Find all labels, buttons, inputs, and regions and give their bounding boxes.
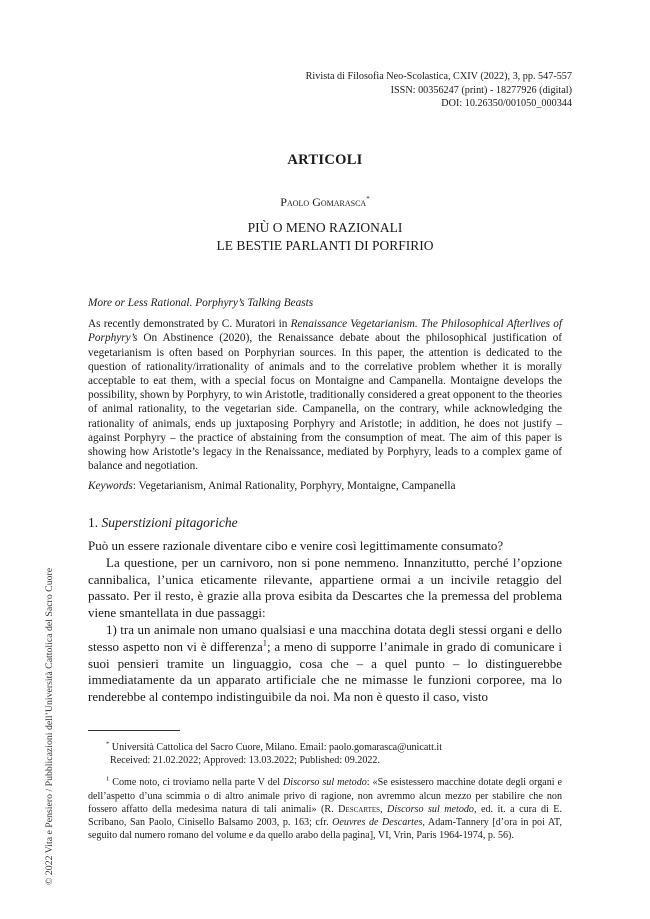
footnote-1-author: Descartes — [338, 803, 381, 815]
footnote-1-work-title-2: Discorso sul metodo — [387, 803, 474, 815]
side-copyright: © 2022 Vita e Pensiero / Pubblicazioni dell’Università Cattolica del Sacro Cuore — [44, 567, 55, 885]
footnote-1-text-a: Come noto, ci troviamo nella parte V del — [109, 777, 283, 789]
article-title-line-1: PIÙ O MENO RAZIONALI — [247, 220, 403, 235]
author-footnote-mark: * — [366, 195, 370, 203]
body-text — [88, 538, 562, 706]
footnote-divider — [88, 730, 180, 731]
body-paragraph-2: La questione, per un carnivoro, non si pone nemmeno. Innanzitutto, perché l’opzione cannibalica, l’unica eticamente rilevante, appartiene ormai a un incivile retaggio del passato. Per il resto, è grazie alla prova esibita da Descartes che la premessa del problema viene smantellata in due passaggi: — [88, 554, 562, 621]
keywords — [88, 479, 562, 493]
footnote-1-work-title: Discorso sul metodo — [282, 777, 367, 789]
submission-dates: Received: 21.02.2022; Approved: 13.03.2022; Published: 09.2022. — [110, 755, 380, 767]
footnotes — [88, 741, 562, 842]
article-title — [0, 219, 650, 255]
author-line — [0, 195, 650, 210]
cited-book-title: Renaissance Vegetarianism. The Philosophical Afterlives of Porphyry’s — [88, 318, 563, 345]
body-paragraph-1: Può un essere razionale diventare cibo e venire così legittimamente consumato? — [88, 538, 504, 553]
journal-citation: Rivista di Filosofia Neo-Scolastica, CXIV (2022), 3, pp. 547-557 — [305, 71, 572, 82]
author-name: Paolo Gomarasca — [280, 195, 367, 209]
doi-line: DOI: 10.26350/001050_000344 — [441, 98, 572, 110]
abstract-text-start: As recently demonstrated by C. Muratori in — [88, 318, 291, 331]
section-number: 1. — [88, 515, 102, 530]
cited-book-subtitle: On Abstinence — [137, 332, 214, 345]
keywords-list: : Vegetarianism, Animal Rationality, Porphyry, Montaigne, Campanella — [132, 480, 456, 493]
footnote-ref-1[interactable]: 1 — [262, 637, 267, 648]
footnote-1-sep: , — [380, 803, 388, 815]
author-footnote-symbol: * — [106, 740, 110, 748]
body-paragraph-3-start: 1) tra un animale non umano qualsiasi e una macchina dotata degli stessi organi e dello stesso aspetto non vi è differenza — [88, 621, 562, 654]
footnote-1-edition: , ed. it. a cura di E. Scribano, San Paolo, Cinisello Balsamo 2003, p. 163; cfr. — [88, 803, 562, 829]
author-affiliation: Università Cattolica del Sacro Cuore, Milano. Email: paolo.gomarasca@unicatt.it — [109, 742, 443, 753]
footnote-1 — [88, 776, 562, 842]
footnote-1-work-title-3: Oeuvres de Descartes — [332, 817, 423, 829]
body-paragraph-3-rest: ; a meno di supporre l’animale in grado di comunicare i suoi pensieri tramite un linguaggio, cosa che – a quel punto – lo distinguerebbe immediatamente da un apparato artificiale che ne mimasse le funzioni corporee, ma lo renderebbe al contempo indistinguibile da noi. Ma non è questo il caso, visto — [88, 638, 562, 705]
footnote-1-mark: 1 — [106, 776, 110, 784]
footnote-1-reference: , Adam-Tannery [d’ora in poi AT, seguito dal numero romano del volume e da quello arabo della pagina], VI, Vrin, Paris 1964-1974, p. 56). — [88, 817, 562, 842]
abstract-text-rest: (2020), the Renaissance debate about the philosophical justification of vegetarianism is often based on Porphyrian sources. In this paper, the attention is dedicated to the question of rationality/irrationality of animals and to the correlative problem whether it is morally acceptable to eat them, with a special focus on Montaigne and Campanella. Montaigne develops the possibility, shown by Porphyry, to win Aristotle, traditionally considered a great opponent to the theories of animal rationality, to the vegetarian side. Campanella, on the contrary, while acknowledging the rationality of animals, ends up juxtaposing Porphyry and Aristotle; in addition, he does not justify – against Porphyry – the practice of abstaining from the consumption of meat. The aim of this paper is showing how Aristotle’s legacy in the Renaissance, mediated by Porphyry, leads to a complex game of balance and negotiation. — [88, 332, 562, 473]
abstract — [88, 296, 562, 494]
abstract-title: More or Less Rational. Porphyry’s Talking Beasts — [88, 297, 314, 309]
section-heading-title: Superstizioni pitagoriche — [101, 515, 238, 530]
author-footnote — [88, 741, 562, 767]
body-paragraph-3 — [88, 622, 562, 706]
section-heading — [88, 515, 238, 531]
article-title-line-2: LE BESTIE PARLANTI DI PORFIRIO — [216, 238, 434, 253]
keywords-label: Keywords — [88, 480, 133, 493]
journal-header — [306, 70, 572, 111]
footnote-1-quote: : «Se esistessero macchine dotate degli organi e dell’aspetto d’una scimmia o di altro animale privo di ragione, non avremmo alcun mezzo per stabilire che non fossero affatto della medesima natura di tali animali» (R. — [88, 777, 562, 815]
issn-line: ISSN: 00356247 (print) - 18277926 (digital) — [390, 84, 572, 96]
abstract-text — [88, 317, 562, 473]
section-title: ARTICOLI — [287, 152, 363, 168]
